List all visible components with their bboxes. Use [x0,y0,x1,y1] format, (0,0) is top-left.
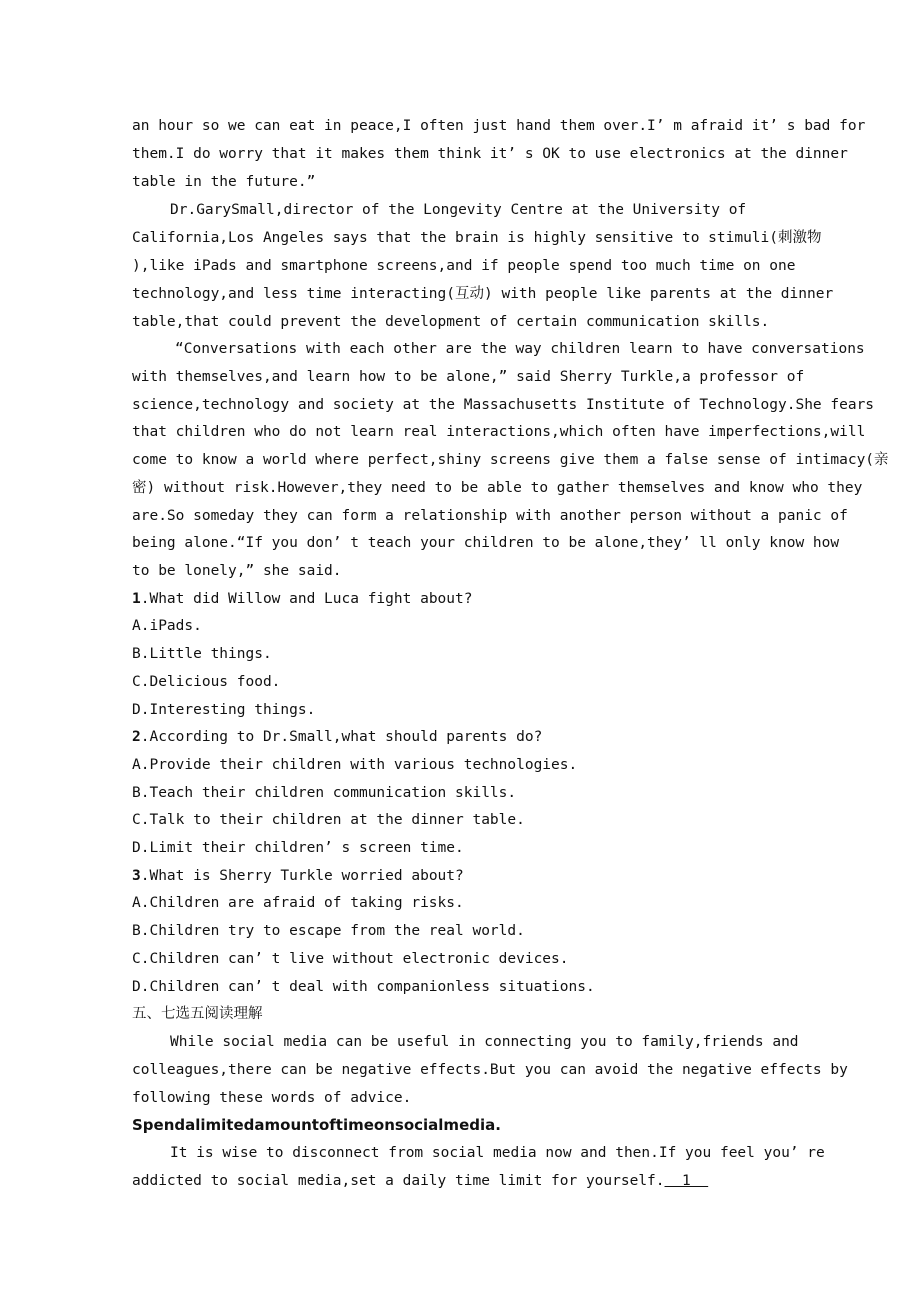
option-a: A.Children are afraid of taking risks. [132,895,464,911]
option-b: B.Teach their children communication skills. [132,785,517,801]
passage-line: being alone.“If you don’ t teach your children to be alone,they’ ll only know how [132,535,840,551]
paragraph-text: addicted to social media,set a daily time limit for yourself. [132,1173,665,1189]
question-text: .What did Willow and Luca fight about? [140,591,473,607]
option-b: B.Little things. [132,646,272,662]
passage-line: that children who do not learn real interactions,which often have imperfections,will [132,424,866,440]
option-c: C.Delicious food. [132,674,281,690]
option-c: C.Talk to their children at the dinner table. [132,812,525,828]
option-a: A.iPads. [132,618,202,634]
question-number: 3 [132,868,141,884]
question-number: 2 [132,729,141,745]
option-a: A.Provide their children with various technologies. [132,757,578,773]
passage-line: an hour so we can eat in peace,I often just hand them over.I’ m afraid it’ s bad for [132,118,866,134]
passage-line: Dr.GarySmall,director of the Longevity Centre at the University of [170,202,747,218]
subheading: Spendalimitedamountoftimeonsocialmedia. [132,1116,501,1134]
passage-line: them.I do worry that it makes them think it’ s OK to use electronics at the dinner [132,146,848,162]
question-text: .According to Dr.Small,what should parents do? [140,729,543,745]
question-text: .What is Sherry Turkle worried about? [140,868,464,884]
option-d: D.Interesting things. [132,702,316,718]
passage-line: science,technology and society at the Massachusetts Institute of Technology.She fears [132,397,875,413]
passage-line: table in the future.” [132,174,316,190]
paragraph-line: It is wise to disconnect from social media now and then.If you feel you’ re [170,1145,825,1161]
paragraph-line [132,1171,708,1191]
option-d: D.Children can’ t deal with companionless situations. [132,979,595,995]
question-stem [132,589,472,609]
passage-line: technology,and less time interacting(互动) with people like parents at the dinner [132,286,834,302]
question-stem [132,866,464,886]
intro-line: While social media can be useful in connecting you to family,friends and [170,1034,799,1050]
passage-line: are.So someday they can form a relationship with another person without a panic of [132,508,848,524]
passage-line: table,that could prevent the development of certain communication skills. [132,314,770,330]
passage-line: ),like iPads and smartphone screens,and if people spend too much time on one [132,258,796,274]
passage-line: “Conversations with each other are the way children learn to have conversations [175,341,865,357]
option-d: D.Limit their children’ s screen time. [132,840,464,856]
question-stem [132,727,542,747]
intro-line: following these words of advice. [132,1090,412,1106]
passage-line: with themselves,and learn how to be alone,” said Sherry Turkle,a professor of [132,369,805,385]
passage-line: 密) without risk.However,they need to be able to gather themselves and know who they [132,480,863,496]
option-c: C.Children can’ t live without electronic devices. [132,951,569,967]
section-heading: 五、七选五阅读理解 [132,1006,263,1022]
passage-line: to be lonely,” she said. [132,563,342,579]
passage-line: come to know a world where perfect,shiny screens give them a false sense of intimacy(亲 [132,452,889,468]
answer-blank[interactable]: 1 [664,1173,709,1189]
option-b: B.Children try to escape from the real world. [132,923,525,939]
intro-line: colleagues,there can be negative effects.But you can avoid the negative effects by [132,1062,848,1078]
question-number: 1 [132,591,141,607]
passage-line: California,Los Angeles says that the brain is highly sensitive to stimuli(刺激物 [132,230,822,246]
